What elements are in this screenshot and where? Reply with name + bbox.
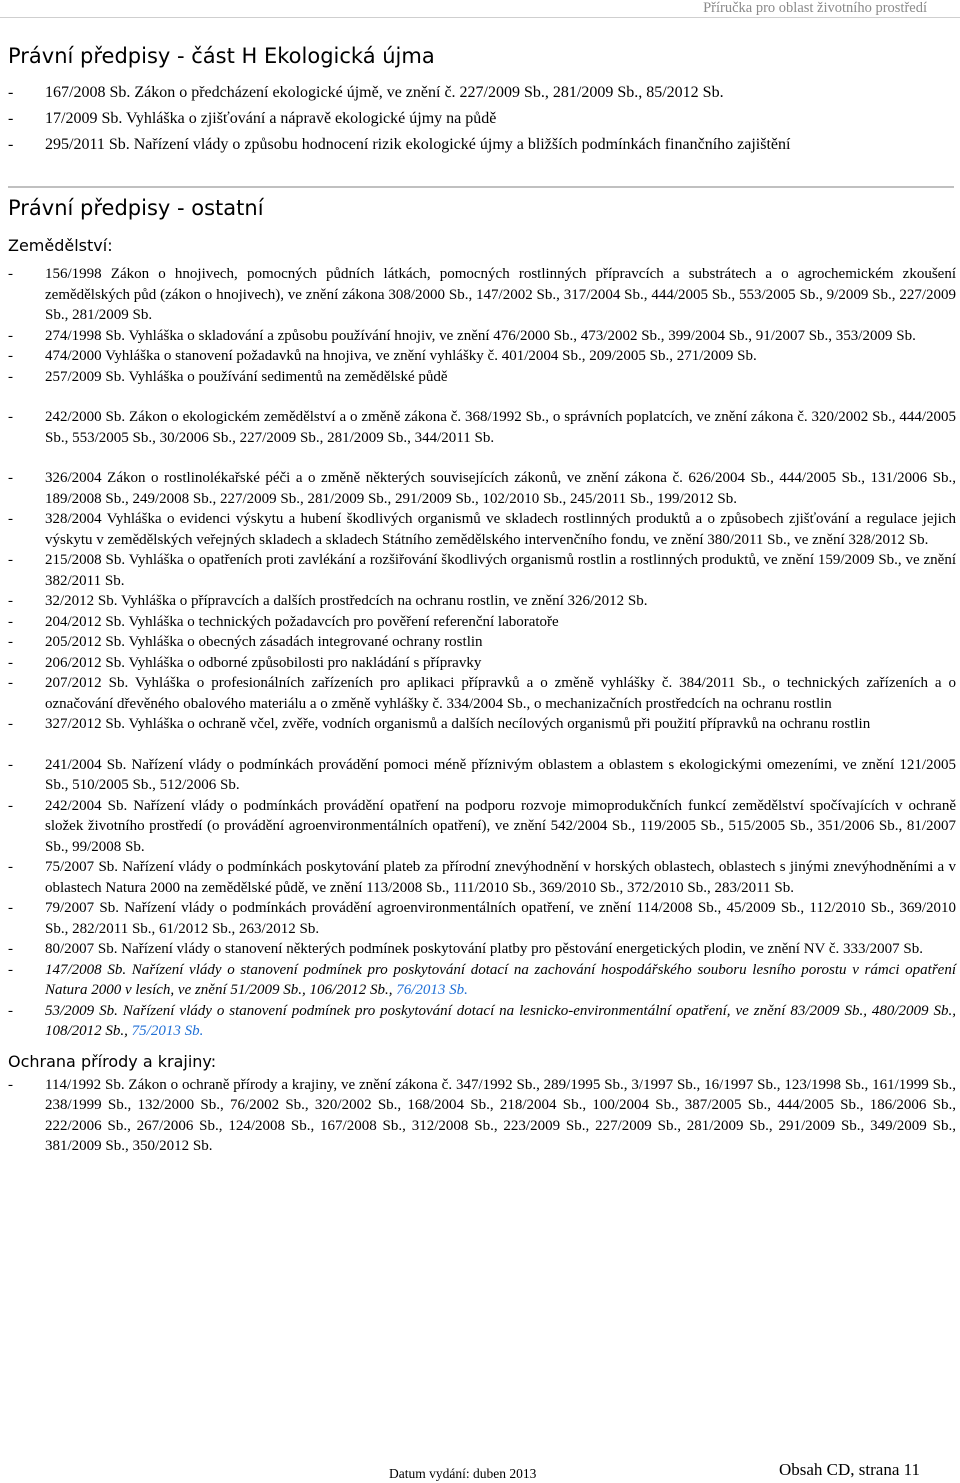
list-item: - 215/2008 Sb. Vyhláška o opatřeních proti zavlékání a rozšiřování škodlivých organismů rostlin a rostlinných produktů, ve znění 159/2009 Sb., ve znění 382/2011 Sb. xyxy=(8,552,956,589)
footer-date: Datum vydání: duben 2013 xyxy=(389,1466,537,1481)
list-item: - 474/2000 Vyhláška o stanovení požadavků na hnojiva, ve znění vyhlášky č. 401/2004 Sb., 209/2005 Sb., 271/2009 Sb. xyxy=(8,348,757,364)
agriculture-list xyxy=(8,264,956,1157)
header-divider xyxy=(0,17,960,18)
list-item: - 207/2012 Sb. Vyhláška o profesionálních zařízeních pro aplikaci přípravků a o změně vyhlášky č. 384/2011 Sb., o technických zařízeních a o označování dřevěného obalového materiálu a o změně vyhlášky č. 334/2004 Sb., o mechanizačních prostředcích na ochranu rostlin xyxy=(8,675,956,712)
list-item: - 326/2004 Zákon o rostlinolékařské péči a o změně některých souvisejících zákonů, ve znění zákona č. 626/2004 Sb., 444/2005 Sb., 131/2006 Sb., 189/2008 Sb., 249/2008 Sb., 227/2009 Sb., 281/2009 Sb., 291/2009 Sb., 102/2010 Sb., 245/2011 Sb., 199/2012 Sb. xyxy=(8,470,956,507)
list-item: - 242/2004 Sb. Nařízení vlády o podmínkách provádění opatření na podporu rozvoje mimoprodukčních funkcí zemědělství spočívajících v ochraně složek životního prostředí (o provádění agroenvironmentálních opatření), ve znění 542/2004 Sb., 119/2005 Sb., 515/2005 Sb., 351/2006 Sb., 81/2007 Sb., 99/2008 Sb. xyxy=(8,797,956,855)
page-header: Příručka pro oblast životního prostředí xyxy=(703,0,927,16)
list-item: - 257/2009 Sb. Vyhláška o používání sedimentů na zemědělské půdě xyxy=(8,368,448,385)
list-item: - 167/2008 Sb. Zákon o předcházení ekologické újmě, ve znění č. 227/2009 Sb., 281/2009 Sb., 85/2012 Sb. xyxy=(8,84,724,101)
footer-page-number: Obsah CD, strana 11 xyxy=(778,1460,920,1479)
amendment-link[interactable]: 76/2013 Sb. xyxy=(396,982,468,998)
list-item: - 204/2012 Sb. Vyhláška o technických požadavcích pro pověření referenční laboratoře xyxy=(8,613,559,630)
list-item: - 206/2012 Sb. Vyhláška o odborné způsobilosti pro nakládání s přípravky xyxy=(8,654,482,671)
list-item: - 295/2011 Sb. Nařízení vlády o způsobu hodnocení rizik ekologické újmy a bližších podmínkách finančního zajištění xyxy=(8,136,791,153)
subsection-title-nature: Ochrana přírody a krajiny: xyxy=(8,1051,217,1071)
list-item: - 114/1992 Sb. Zákon o ochraně přírody a krajiny, ve znění zákona č. 347/1992 Sb., 289/1995 Sb., 3/1997 Sb., 16/1997 Sb., 123/1998 Sb., 161/1999 Sb., 238/1999 Sb., 132/2000 Sb., 76/2002 Sb., 320/2002 Sb., 168/2004 Sb., 218/2004 Sb., 100/2004 Sb., 387/2005 Sb., 444/2005 Sb., 186/2006 Sb., 222/2006 Sb., 267/2006 Sb., 124/2008 Sb., 167/2008 Sb., 312/2008 Sb., 223/2009 Sb., 227/2009 Sb., 281/2009 Sb., 291/2009 Sb., 349/2009 Sb., 381/2009 Sb., 350/2012 Sb. xyxy=(8,1076,956,1154)
ecological-damage-list xyxy=(8,80,956,158)
list-item: - 241/2004 Sb. Nařízení vlády o podmínkách provádění pomoci méně příznivým oblastem a oblastem s ekologickými omezeními, ve znění 121/2005 Sb., 510/2005 Sb., 512/2006 Sb. xyxy=(8,756,956,793)
section-divider xyxy=(8,186,954,188)
list-item: - 75/2007 Sb. Nařízení vlády o podmínkách poskytování plateb za přírodní znevýhodnění v horských oblastech, oblastech s jinými znevýhodněními a v oblastech Natura 2000 na zemědělské půdě, ve znění 113/2008 Sb., 111/2010 Sb., 369/2010 Sb., 372/2010 Sb., 283/2011 Sb. xyxy=(8,859,956,896)
list-item: - 53/2009 Sb. Nařízení vlády o stanovení podmínek pro poskytování dotací na lesnicko-environmentální opatření, ve znění 83/2009 Sb., 480/2009 Sb., 108/2012 Sb., 75/2013 Sb. xyxy=(8,1002,956,1039)
subsection-title-agriculture: Zemědělství: xyxy=(8,236,113,255)
list-item: - 274/1998 Sb. Vyhláška o skladování a způsobu používání hnojiv, ve znění 476/2000 Sb., 473/2002 Sb., 399/2004 Sb., 91/2007 Sb., 353/2009 Sb. xyxy=(8,327,916,344)
list-item: - 32/2012 Sb. Vyhláška o přípravcích a dalších prostředcích na ochranu rostlin, ve znění 326/2012 Sb. xyxy=(8,593,648,609)
section-title-ecological-damage: Právní předpisy - část H Ekologická újma xyxy=(8,44,435,68)
list-item: - 327/2012 Sb. Vyhláška o ochraně včel, zvěře, vodních organismů a dalších necílových organismů při použití přípravků na ochranu rostlin xyxy=(8,716,871,732)
list-item: - 205/2012 Sb. Vyhláška o obecných zásadách integrované ochrany rostlin xyxy=(8,634,483,650)
list-item: - 79/2007 Sb. Nařízení vlády o podmínkách provádění agroenvironmentálních opatření, ve znění 114/2008 Sb., 45/2009 Sb., 112/2010 Sb., 369/2010 Sb., 282/2011 Sb., 61/2012 Sb., 263/2012 Sb. xyxy=(8,900,956,937)
list-item: - 80/2007 Sb. Nařízení vlády o stanovení některých podmínek poskytování platby pro pěstování energetických plodin, ve znění NV č. 333/2007 Sb. xyxy=(8,941,924,957)
list-item: - 147/2008 Sb. Nařízení vlády o stanovení podmínek pro poskytování dotací na zachování hospodářského souboru lesního porostu v rámci opatření Natura 2000 v lesích, ve znění 51/2009 Sb., 106/2012 Sb., 76/2013 Sb. xyxy=(8,961,956,998)
list-item: - 328/2004 Vyhláška o evidenci výskytu a hubení škodlivých organismů ve skladech rostlinných produktů a o způsobech zjišťování a regulace jejich výskytu v zemědělských veřejných skladech a skladech Státního zemědělského intervenčního fondu, ve znění 380/2011 Sb., ve znění 328/2012 Sb. xyxy=(8,511,956,548)
amendment-link[interactable]: 75/2013 Sb. xyxy=(131,1023,204,1039)
list-item: - 17/2009 Sb. Vyhláška o zjišťování a nápravě ekologické újmy na půdě xyxy=(8,110,497,127)
list-item: - 156/1998 Zákon o hnojivech, pomocných půdních látkách, pomocných rostlinných přípravcích a substrátech a o agrochemickém zkoušení zemědělských půd (zákon o hnojivech), ve znění zákona 308/2000 Sb., 147/2002 Sb., 317/2004 Sb., 444/2005 Sb., 553/2005 Sb., 9/2009 Sb., 227/2009 Sb., 281/2009 Sb. xyxy=(8,266,956,323)
section-title-other: Právní předpisy - ostatní xyxy=(8,196,264,220)
list-item: - 242/2000 Sb. Zákon o ekologickém zemědělství a o změně zákona č. 368/1992 Sb., o správních poplatcích, ve znění zákona č. 320/2002 Sb., 444/2005 Sb., 553/2005 Sb., 30/2006 Sb., 227/2009 Sb., 281/2009 Sb., 344/2011 Sb. xyxy=(8,409,956,446)
